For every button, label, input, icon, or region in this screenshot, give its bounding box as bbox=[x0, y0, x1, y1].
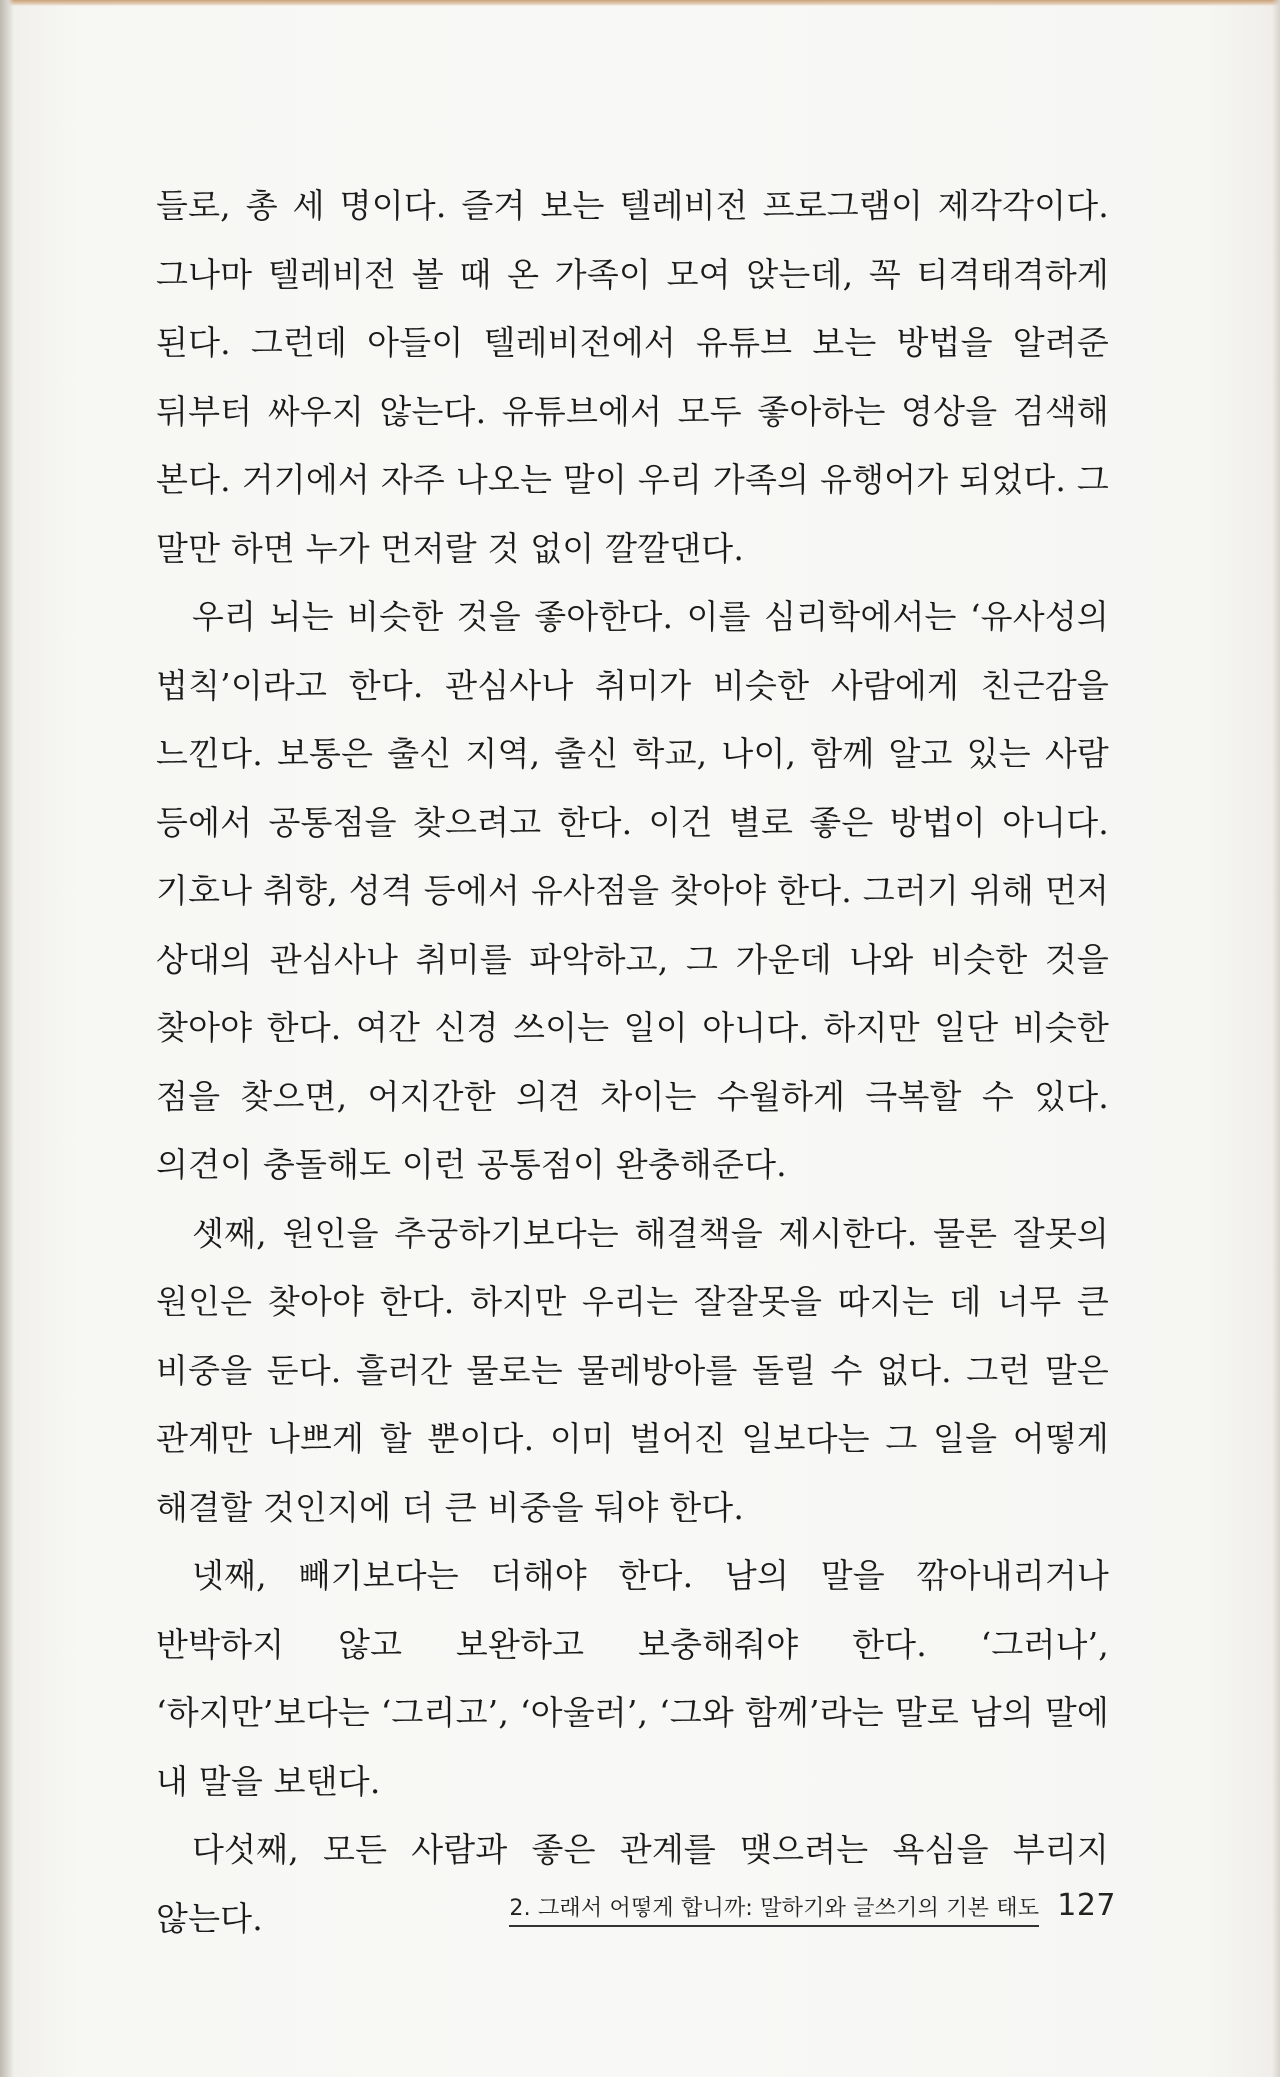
paragraph-continuation: 들로, 총 세 명이다. 즐겨 보는 텔레비전 프로그램이 제각각이다. 그나마 텔레비전 볼 때 온 가족이 모여 앉는데, 꼭 티격태격하게 된다. 그런데 아들이 텔레비전에서 유튜브 보는 방법을 알려준 뒤부터 싸우지 않는다. 유튜브에서 모두 좋아하는 영상을 검색해 본다. 거기에서 자주 나오는 말이 우리 가족의 유행어가 되었다. 그 말만 하면 누가 먼저랄 것 없이 깔깔댄다. bbox=[156, 186, 1109, 568]
paragraph-similarity-law: 우리 뇌는 비슷한 것을 좋아한다. 이를 심리학에서는 ‘유사성의 법칙’이라고 한다. 관심사나 취미가 비슷한 사람에게 친근감을 느낀다. 보통은 출신 지역, 출신 학교, 나이, 함께 알고 있는 사람 등에서 공통점을 찾으려고 한다. 이건 별로 좋은 방법이 아니다. 기호나 취향, 성격 등에서 유사점을 찾아야 한다. 그러기 위해 먼저 상대의 관심사나 취미를 파악하고, 그 가운데 나와 비슷한 것을 찾아야 한다. 여간 신경 쓰이는 일이 아니다. 하지만 일단 비슷한 점을 찾으면, 어지간한 의견 차이는 수월하게 극복할 수 있다. 의견이 충돌해도 이런 공통점이 완충해준다. bbox=[156, 597, 1109, 1184]
paragraph-fifth-principle: 다섯째, 모든 사람과 좋은 관계를 맺으려는 욕심을 부리지 않는다. bbox=[156, 1830, 1109, 1938]
paragraph-fourth-principle: 넷째, 빼기보다는 더해야 한다. 남의 말을 깎아내리거나 반박하지 않고 보완하고 보충해줘야 한다. ‘그러나’, ‘하지만’보다는 ‘그리고’, ‘아울러’, ‘그와 함께’라는 말로 남의 말에 내 말을 보탠다. bbox=[156, 1556, 1109, 1801]
page-number: 127 bbox=[1057, 1888, 1116, 1923]
body-text bbox=[156, 172, 1109, 1953]
page-right-edge bbox=[1272, 0, 1280, 2077]
page-footer bbox=[509, 1888, 1116, 1927]
page-binding-shadow bbox=[0, 0, 14, 2077]
paragraph-third-principle: 셋째, 원인을 추궁하기보다는 해결책을 제시한다. 물론 잘못의 원인은 찾아야 한다. 하지만 우리는 잘잘못을 따지는 데 너무 큰 비중을 둔다. 흘러간 물로는 물레방아를 돌릴 수 없다. 그런 말은 관계만 나쁘게 할 뿐이다. 이미 벌어진 일보다는 그 일을 어떻게 해결할 것인지에 더 큰 비중을 둬야 한다. bbox=[156, 1213, 1109, 1527]
running-title: 2. 그래서 어떻게 합니까: 말하기와 글쓰기의 기본 태도 bbox=[509, 1891, 1039, 1927]
page-top-edge bbox=[0, 0, 1280, 6]
